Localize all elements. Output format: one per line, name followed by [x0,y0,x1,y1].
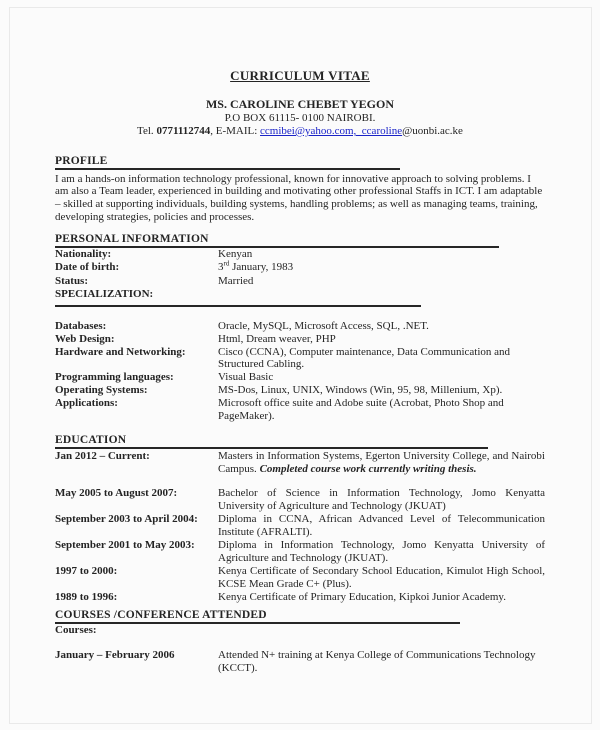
specialization-rows [55,320,545,422]
education-row-masters [55,450,545,476]
operating-systems-value: MS-Dos, Linux, UNIX, Windows (Win, 95, 98, Millenium, Xp). [218,383,503,396]
dob-ordinal: rd [223,259,230,268]
education-section-heading: EDUCATION [55,434,488,449]
education-row-ccna-diploma [55,513,545,539]
programming-languages-row [55,371,545,384]
email-label: , E-MAIL: [210,125,261,137]
applications-label: Applications: [55,396,118,409]
databases-value: Oracle, MySQL, Microsoft Access, SQL, .NET. [218,319,429,332]
education-detail-secondary: Kenya Certificate of Secondary School Education, Kimulot High School, KCSE Mean Grade C+ (Plus). [218,565,545,591]
education-detail-ccna-diploma: Diploma in CCNA, African Advanced Level of Telecommunication Institute (AFRALTI). [218,513,545,539]
hardware-networking-value: Cisco (CCNA), Computer maintenance, Data Communication and Structured Cabling. [218,345,511,371]
education-row-bachelor [55,487,545,513]
databases-row [55,320,545,333]
education-date-secondary: 1997 to 2000: [55,565,118,578]
specialization-heading: SPECIALIZATION: [55,287,154,300]
specialization-rule [55,305,421,307]
programming-languages-label: Programming languages: [55,371,174,384]
operating-systems-label: Operating Systems: [55,383,148,396]
courses-rows [55,649,545,675]
personal-info-section-heading: PERSONAL INFORMATION [55,233,499,248]
date-of-birth-label: Date of birth: [55,261,120,274]
document-title [55,69,545,83]
nationality-row [55,248,545,261]
masters-emphasis: Completed course work currently writing thesis. [259,463,477,476]
education-date-masters: Jan 2012 – Current: [55,450,150,463]
web-design-label: Web Design: [55,332,115,345]
status-label: Status: [55,274,89,287]
nationality-label: Nationality: [55,248,112,261]
tel-email-line [55,125,545,139]
databases-label: Databases: [55,319,107,332]
operating-systems-row [55,384,545,397]
education-date-primary: 1989 to 1996: [55,591,118,604]
dob-rest: January, 1983 [229,261,294,274]
education-row-it-diploma [55,539,545,565]
status-row [55,275,545,288]
course-detail-nplus: Attended N+ training at Kenya College of Communications Technology (KCCT). [218,648,536,674]
education-rows [55,450,545,604]
education-row-secondary [55,565,545,591]
education-detail-it-diploma: Diploma in Information Technology, Jomo Kenyatta University of Agriculture and Technology (JKUAT). [218,539,545,565]
address-line: P.O BOX 61115- 0100 NAIROBI. [224,111,376,124]
course-date-nplus: January – February 2006 [55,648,175,661]
nationality-value: Kenyan [218,248,253,261]
tel-prefix: Tel. [137,125,157,137]
education-detail-primary: Kenya Certificate of Primary Education, Kipkoi Junior Academy. [218,591,506,604]
date-of-birth-value [218,261,545,274]
web-design-value: Html, Dream weaver, PHP [218,332,336,345]
date-of-birth-row [55,261,545,274]
dob-day: 3 [218,261,224,274]
courses-subheading: Courses: [55,624,97,637]
profile-paragraph: I am a hands-on information technology professional, known for innovative approach to solving problems. I am also a Team leader, experienced in building and motivating other professional Staffs in ICT. I am adaptable – skilled at supporting individuals, building systems, handling problems; as well as managing teams, training, developing strategies, policies and processes. [55,172,543,224]
profile-section-heading: PROFILE [55,155,400,170]
status-value: Married [218,274,254,287]
applications-value: Microsoft office suite and Adobe suite (Acrobat, Photo Shop and PageMaker). [218,396,504,422]
hardware-networking-label: Hardware and Networking: [55,345,186,358]
personal-info-rows [55,248,545,301]
applications-row [55,397,545,423]
course-row-nplus [55,649,545,675]
tel-number: 0771112744 [156,125,211,137]
email-link[interactable]: ccmibei@yahoo.com, ccaroline [260,125,403,137]
education-detail-bachelor: Bachelor of Science in Information Technology, Jomo Kenyatta University of Agriculture and Technology (JKUAT) [218,487,545,513]
masters-text: Masters in Information Systems, Egerton University College, and Nairobi Campus. [218,450,545,476]
web-design-row [55,333,545,346]
contact-block [55,98,545,139]
education-row-primary [55,591,545,604]
courses-section-heading: COURSES /CONFERENCE ATTENDED [55,609,460,624]
document-title-text: CURRICULUM VITAE [230,68,370,83]
education-date-ccna-diploma: September 2003 to April 2004: [55,513,198,526]
person-name: MS. CAROLINE CHEBET YEGON [205,97,395,111]
education-detail-masters [218,450,545,476]
education-date-it-diploma: September 2001 to May 2003: [55,539,195,552]
programming-languages-value: Visual Basic [218,371,274,384]
email-domain: @uonbi.ac.ke [402,125,463,137]
hardware-networking-row [55,346,545,372]
education-date-bachelor: May 2005 to August 2007: [55,487,178,500]
